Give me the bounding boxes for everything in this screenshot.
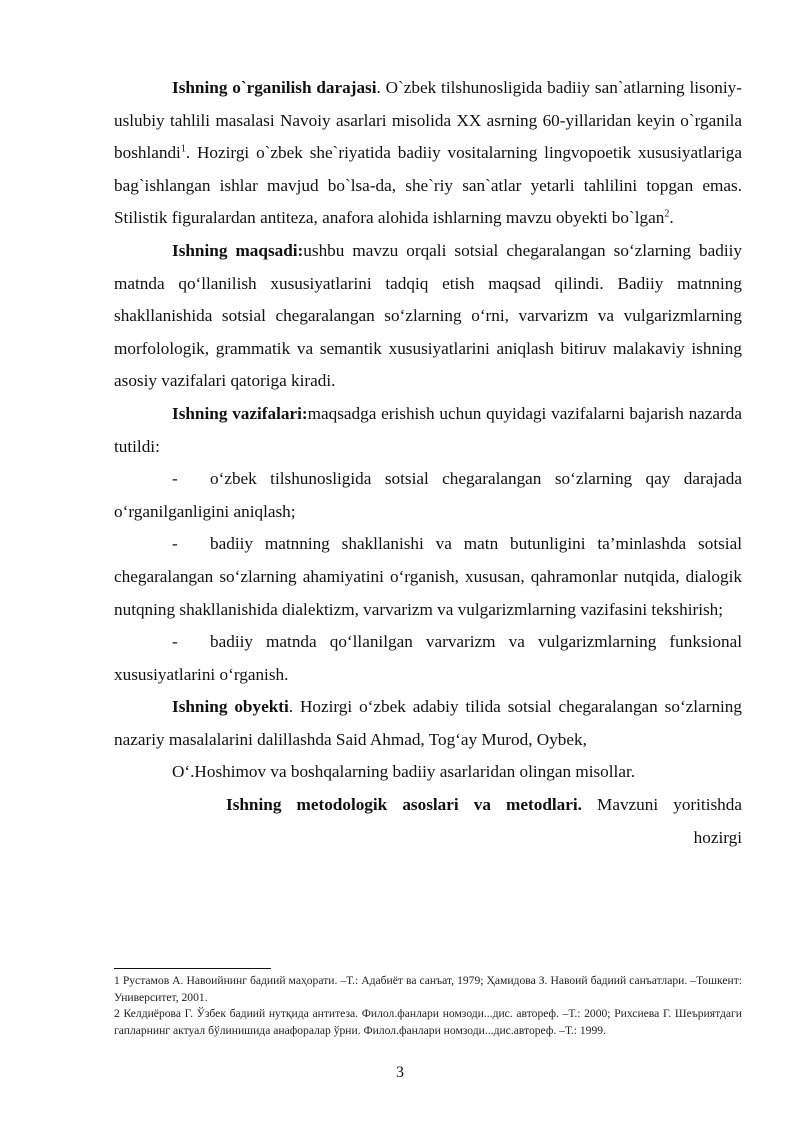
paragraph-purpose [114, 235, 742, 398]
heading-object: Ishning obyekti [172, 697, 289, 717]
list-item-text: badiiy matnning shakllanishi va matn butunligini ta’minlashda sotsial chegaralangan so‘zlarning ahamiyatini o‘rganish, xususan, qahramonlar nutqida, dialogik nutqning shakllanishida dialektizm, varvarizm va vulgarizmlarning vazifasini tekshirish; [114, 534, 742, 619]
heading-tasks: Ishning vazifalari: [172, 403, 308, 423]
footnote-ref-2[interactable]: 2 [664, 208, 670, 220]
list-dash: - [172, 469, 178, 489]
paragraph-research-degree [114, 72, 742, 235]
footnote-1: 1 Рустамов А. Навоийнинг бадиий маҳорати. –Т.: Адабиёт ва санъат, 1979; Ҳамидова З. Навоий бадиий санъатлари. –Тошкент: Университет, 2001. [114, 974, 742, 1004]
heading-research-degree: Ishning o`rganilish darajasi [172, 78, 377, 97]
footnote-2: 2 Келдиёрова Г. Ўзбек бадиий нутқида антитеза. Филол.фанлари номзоди...дис. автореф. –Т.: 2000; Рихсиева Г. Шеъриятдаги гапларнинг актуал бўлинишида анафоралар ўрни. Филол.фанлари номзоди...дис.автореф. –Т.: 1999. [114, 1007, 742, 1037]
paragraph-methodology [114, 789, 742, 822]
footnote-ref-1[interactable]: 1 [180, 143, 186, 155]
list-item-text: badiiy matnda qo‘llanilgan varvarizm va vulgarizmlarning funksional xususiyatlarini o‘rganish. [114, 632, 742, 684]
paragraph-object [114, 691, 742, 756]
list-item [114, 528, 742, 626]
heading-methodology: Ishning metodologik asoslari va metodlari. [226, 795, 582, 815]
paragraph-text: . O`zbek tilshunosligida badiiy san`atlarning lisoniy-uslubiy tahlili masalasi Navoiy asarlari misolida XX asrning 60-yillaridan keyin o`rganila boshlandi [114, 78, 742, 163]
list-dash: - [172, 534, 178, 554]
paragraph-text: maqsadga erishish uchun quyidagi vazifalarni bajarish nazarda tutildi: [114, 403, 743, 456]
paragraph-tasks [114, 398, 742, 463]
paragraph-text: . [669, 208, 674, 228]
paragraph-text: . Hozirgi o‘zbek adabiy tilida sotsial chegaralangan so‘zlarning nazariy masalalarini dalillashda Said Ahmad, Tog‘ay Murod, Oybek, [114, 697, 742, 749]
page-number: 3 [396, 1064, 404, 1081]
document-body [114, 72, 742, 854]
footnote-separator [114, 968, 271, 969]
heading-purpose: Ishning maqsadi: [172, 240, 304, 260]
paragraph-text: . Hozirgi o`zbek she`riyatida badiiy vositalarning lingvopoetik xususiyatlariga bag`ishlangan ishlar mavjud bo`lsa-da, she`riy san`atlar yetarli tahlilini topgan emas. Stilistik figuralardan antiteza, anafora alohida ishlarning mavzu obyekti bo`lgan [114, 143, 742, 228]
list-item-text: o‘zbek tilshunosligida sotsial chegaralangan so‘zlarning qay darajada o‘rganilganligini aniqlash; [114, 469, 742, 521]
paragraph-object-continuation [114, 756, 742, 789]
paragraph-text: O‘.Hoshimov va boshqalarning badiiy asarlaridan olingan misollar. [172, 762, 636, 782]
paragraph-text: hozirgi [693, 827, 742, 847]
list-dash: - [172, 632, 178, 652]
list-item [114, 463, 742, 528]
paragraph-methodology-last-word [114, 822, 742, 855]
footnotes [114, 973, 742, 1039]
list-item [114, 626, 742, 691]
paragraph-text: Mavzuni yoritishda [581, 795, 742, 815]
paragraph-text: ushbu mavzu orqali sotsial chegaralangan so‘zlarning badiiy matnda qo‘llanilish xususiyatlarini tadqiq etish maqsad qilindi. Badiiy matnning shakllanishida sotsial chegaralangan so‘zlarning o‘rni, varvarizm va vulgarizmlarning morfolologik, grammatik va semantik xususiyatlarini aniqlash bitiruv malakaviy ishning asosiy vazifalari qatoriga kiradi. [114, 240, 743, 391]
